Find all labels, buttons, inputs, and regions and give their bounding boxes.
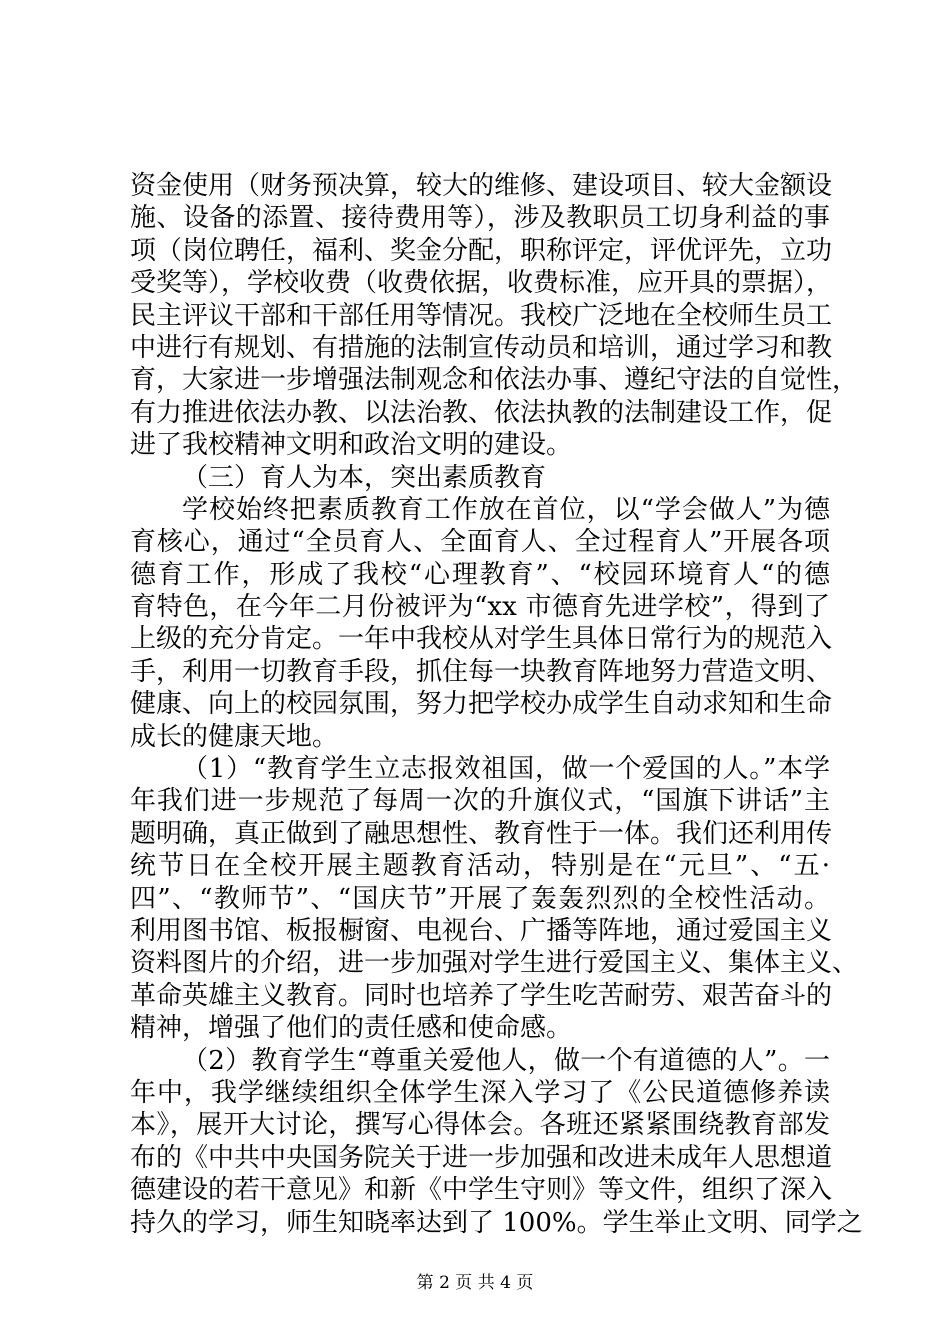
text-line: 育核心，通过“全员育人、全面育人、全过程育人”开展各项 [130,527,830,558]
text-line: （2）教育学生“尊重关爱他人，做一个有道德的人”。一 [182,1045,830,1076]
text-line: 成长的健康天地。 [130,721,339,752]
text-line: 德建设的若干意见》和新《中学生守则》等文件，组织了深入 [130,1175,833,1206]
text-line: 育特色，在今年二月份被评为“xx 市德育先进学校”，得到了 [130,592,830,623]
text-line: 精神，增强了他们的责任感和使命感。 [130,1013,573,1044]
text-line: 项（岗位聘任，福利、奖金分配，职称评定，评优评先，立功 [130,235,833,266]
text-line: 学校始终把素质教育工作放在首位，以“学会做人”为德 [182,494,830,525]
text-line: 四”、“教师节”、“国庆节”开展了轰轰烈烈的全校性活动。 [130,883,830,914]
text-line: 题明确，真正做到了融思想性、教育性于一体。我们还利用传 [130,818,833,849]
text-line: 资金使用（财务预决算，较大的维修、建设项目、较大金额设 [130,171,833,201]
text-line: 育，大家进一步增强法制观念和依法办事、遵纪守法的自觉性， [130,365,859,396]
text-line: 革命英雄主义教育。同时也培养了学生吃苦耐劳、艰苦奋斗的 [130,980,833,1011]
text-line: 资料图片的介绍，进一步加强对学生进行爱国主义、集体主义、 [130,948,859,979]
text-line: 手，利用一切教育手段，抓住每一块教育阵地努力营造文明、 [130,656,833,687]
text-line: 持久的学习，师生知晓率达到了 100%。学生举止文明、同学之 [130,1207,863,1238]
text-line: 有力推进依法办教、以法治教、依法执教的法制建设工作，促 [130,397,833,428]
text-line: 健康、向上的校园氛围，努力把学校办成学生自动求知和生命 [130,689,833,720]
text-line: （1）“教育学生立志报效祖国，做一个爱国的人。”本学 [182,754,830,785]
text-line: 本》，展开大讨论，撰写心得体会。各班还紧紧围绕教育部发 [130,1110,830,1141]
text-line: 布的《中共中央国务院关于进一步加强和改进未成年人思想道 [130,1142,833,1173]
text-line: 年我们进一步规范了每周一次的升旗仪式，“国旗下讲话”主 [130,786,830,817]
text-line: 中进行有规划、有措施的法制宣传动员和培训，通过学习和教 [130,332,833,363]
text-line: 德育工作，形成了我校“心理教育”、“校园环境育人“的德 [130,559,830,590]
text-line: 年中，我学继续组织全体学生深入学习了《公民道德修养读 [130,1077,830,1108]
text-line: 上级的充分肯定。一年中我校从对学生具体日常行为的规范入 [130,624,833,655]
text-line: 进了我校精神文明和政治文明的建设。 [130,430,573,461]
text-line: 受奖等），学校收费（收费依据，收费标准，应开具的票据）， [130,268,833,299]
text-line: 民主评议干部和干部任用等情况。我校广泛地在全校师生员工 [130,300,833,331]
section-heading: （三）育人为本，突出素质教育 [182,462,547,493]
text-line: 统节日在全校开展主题教育活动，特别是在“元旦”、“五· [130,851,830,882]
text-line: 利用图书馆、板报橱窗、电视台、广播等阵地，通过爱国主义 [130,915,833,946]
page-number-footer: 第 2 页 共 4 页 [416,1273,534,1293]
document-body [130,170,863,1239]
text-line: 施、设备的添置、接待费用等），涉及教职员工切身利益的事 [130,203,830,234]
